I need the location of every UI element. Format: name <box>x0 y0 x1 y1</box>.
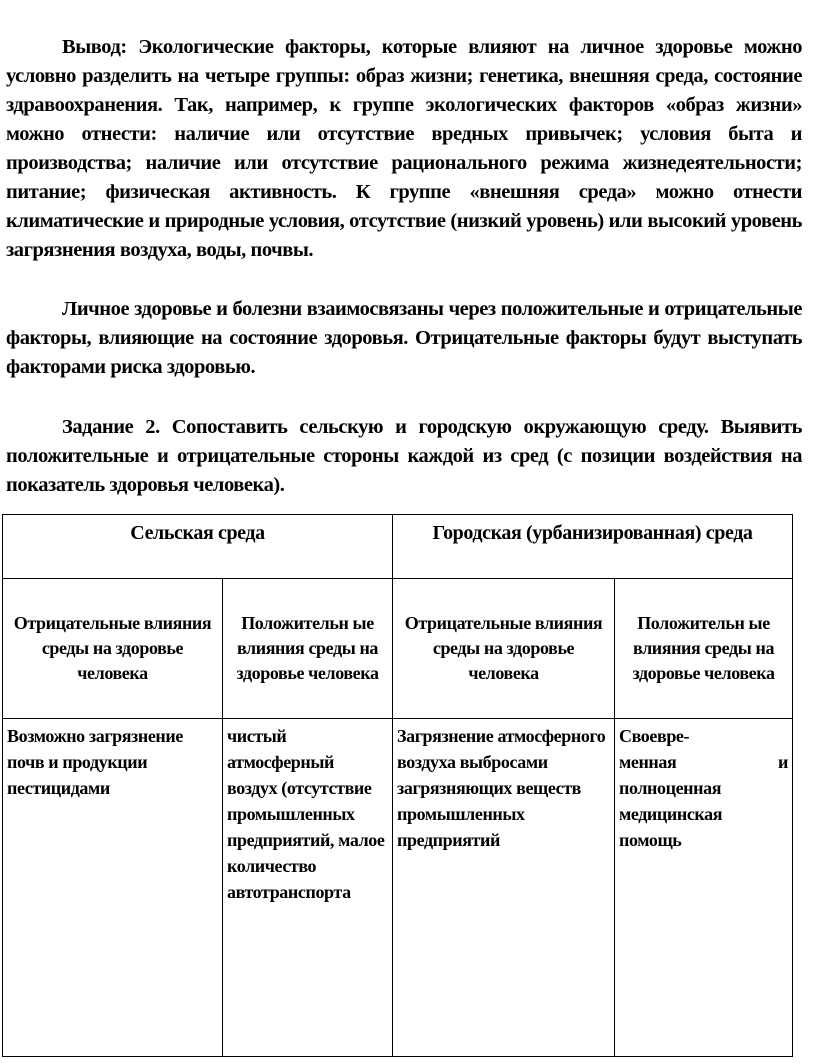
urban-positive-word-a: менная <box>619 752 677 772</box>
urban-positive-header: Положительн ые влияния среды на здоровье человека <box>615 579 793 719</box>
rural-positive-cell: чистый атмосферный воздух (отсутствие промышленных предприятий, малое количество автотранспорта <box>223 719 393 1057</box>
health-paragraph <box>6 295 802 382</box>
urban-positive-line1: Своевре- <box>619 726 690 746</box>
urban-positive-rest: полноценная медицинская помощь <box>619 778 723 850</box>
conclusion-paragraph <box>6 33 802 265</box>
task-paragraph <box>6 413 802 500</box>
health-text: Личное здоровье и болезни взаимосвязаны через положительные и отрицательные факторы, влияющие на состояние здоровья. Отрицательные факторы будут выступать факторами риска здоровью. <box>6 298 802 378</box>
rural-header: Сельская среда <box>3 515 393 579</box>
urban-negative-header: Отрицательные влияния среды на здоровье человека <box>393 579 615 719</box>
task-text: Задание 2. Сопоставить сельскую и городскую окружающую среду. Выявить положительные и отрицательные стороны каждой из сред (с позиции воздействия на показатель здоровья человека). <box>6 416 802 496</box>
rural-negative-cell: Возможно загрязнение почв и продукции пестицидами <box>3 719 223 1057</box>
urban-negative-cell: Загрязнение атмосферного воздуха выбросами загрязняющих веществ промышленных предприятий <box>393 719 615 1057</box>
urban-header: Городская (урбанизированная) среда <box>393 515 793 579</box>
rural-negative-header: Отрицательные влияния среды на здоровье человека <box>3 579 223 719</box>
conclusion-text: Вывод: Экологические факторы, которые влияют на личное здоровье можно условно разделить на четыре группы: образ жизни; генетика, внешняя среда, состояние здравоохранения. Так, например, к группе экологических факторов «образ жизни» можно отнести: наличие или отсутствие вредных привычек; условия быта и производства; наличие или отсутствие рационального режима жизнедеятельности; питание; физическая активность. К группе «внешняя среда» можно отнести климатические и природные условия, отсутствие (низкий уровень) или высокий уровень загрязнения воздуха, воды, почвы. <box>6 36 802 261</box>
urban-positive-cell <box>615 719 793 1057</box>
urban-positive-word-b: и <box>778 752 789 772</box>
rural-positive-header: Положительн ые влияния среды на здоровье человека <box>223 579 393 719</box>
comparison-table <box>2 514 793 1057</box>
urban-positive-line2 <box>619 749 788 775</box>
